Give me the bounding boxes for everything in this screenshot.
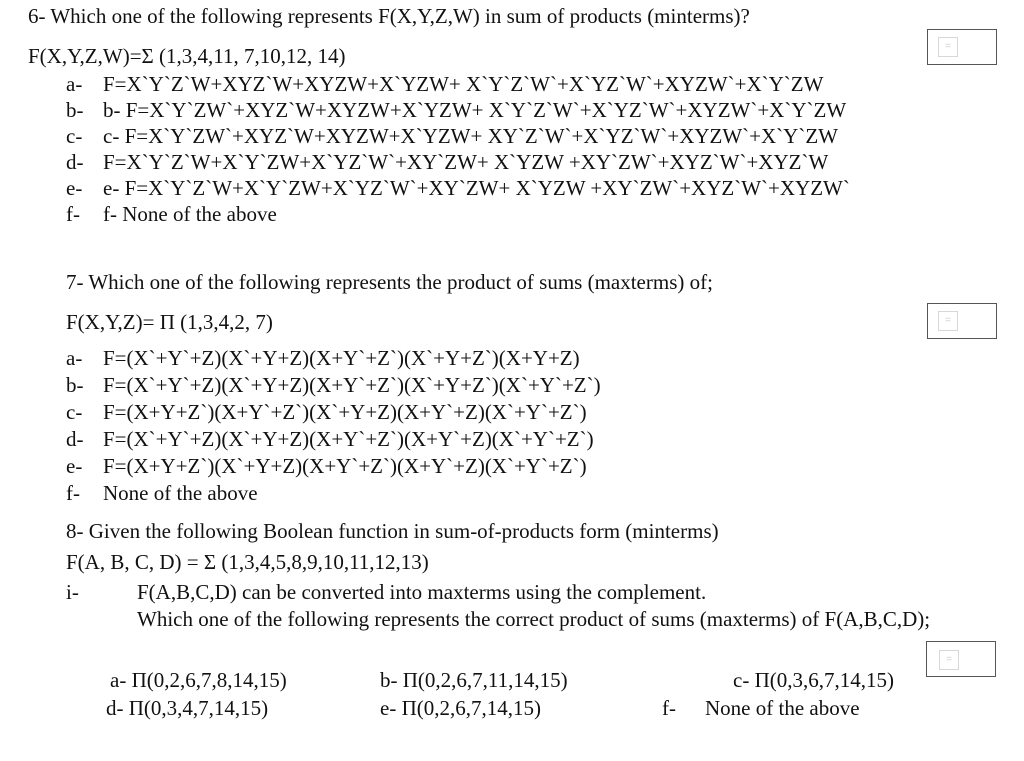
option-text: None of the above	[103, 481, 258, 505]
option-text: F=(X+Y+Z`)(X+Y`+Z`)(X`+Y+Z)(X+Y`+Z)(X`+Y`+Z`)	[103, 400, 587, 424]
answer-field-icon: =	[938, 37, 958, 57]
option-marker: e-	[66, 176, 83, 200]
q8-option-d[interactable]: d- Π(0,3,4,7,14,15)	[106, 696, 269, 720]
option-text: F=X`Y`Z`W+X`Y`ZW+X`YZ`W`+XY`ZW+ X`YZW +XY`ZW`+XYZ`W`+XYZ`W	[103, 150, 829, 174]
option-text: b- F=X`Y`ZW`+XYZ`W+XYZW+X`YZW+ X`Y`Z`W`+X`YZ`W`+XYZW`+X`Y`ZW	[103, 98, 847, 122]
q6-answer-box[interactable]	[927, 29, 997, 65]
option-text: F=(X`+Y`+Z)(X`+Y+Z)(X+Y`+Z`)(X`+Y+Z`)(X+Y+Z)	[103, 346, 580, 370]
q7-function: F(X,Y,Z)= Π (1,3,4,2, 7)	[66, 310, 273, 334]
answer-field-icon: =	[938, 311, 958, 331]
q8-option-f[interactable]: None of the above	[705, 696, 860, 720]
option-text: e- F=X`Y`Z`W+X`Y`ZW+X`YZ`W`+XY`ZW+ X`YZW +XY`ZW`+XYZ`W`+XYZW`	[103, 176, 850, 200]
option-text: F=(X+Y+Z`)(X`+Y+Z)(X+Y`+Z`)(X+Y`+Z)(X`+Y`+Z`)	[103, 454, 587, 478]
q7-title: 7- Which one of the following represents the product of sums (maxterms) of;	[66, 270, 713, 294]
option-marker: c-	[66, 124, 83, 148]
q8-sub-marker: i-	[66, 580, 79, 604]
q6-function: F(X,Y,Z,W)=Σ (1,3,4,11, 7,10,12, 14)	[28, 44, 346, 68]
option-marker: a-	[66, 346, 83, 370]
option-marker: f-	[66, 481, 80, 505]
option-marker: e-	[66, 454, 83, 478]
q8-sub-line1: F(A,B,C,D) can be converted into maxterms using the complement.	[137, 580, 707, 604]
option-text: c- F=X`Y`ZW`+XYZ`W+XYZW+X`YZW+ XY`Z`W`+X`YZ`W`+XYZW`+X`Y`ZW	[103, 124, 838, 148]
q7-answer-box[interactable]	[927, 303, 997, 339]
option-marker: b-	[66, 373, 84, 397]
option-text: F=X`Y`Z`W+XYZ`W+XYZW+X`YZW+ X`Y`Z`W`+X`YZ`W`+XYZW`+X`Y`ZW	[103, 72, 824, 96]
option-text: F=(X`+Y`+Z)(X`+Y+Z)(X+Y`+Z`)(X+Y`+Z)(X`+Y`+Z`)	[103, 427, 594, 451]
q8-option-e[interactable]: e- Π(0,2,6,7,14,15)	[380, 696, 541, 720]
q8-option-a[interactable]: a- Π(0,2,6,7,8,14,15)	[110, 668, 287, 692]
option-marker: d-	[66, 427, 84, 451]
option-marker: c-	[66, 400, 83, 424]
q8-answer-box[interactable]	[926, 641, 996, 677]
q8-sub-line2: Which one of the following represents the correct product of sums (maxterms) of F(A,B,C,D);	[137, 607, 931, 631]
option-text: F=(X`+Y`+Z)(X`+Y+Z)(X+Y`+Z`)(X`+Y+Z`)(X`+Y`+Z`)	[103, 373, 601, 397]
q8-option-b[interactable]: b- Π(0,2,6,7,11,14,15)	[380, 668, 568, 692]
option-marker: b-	[66, 98, 84, 122]
q6-title: 6- Which one of the following represents F(X,Y,Z,W) in sum of products (minterms)?	[28, 4, 750, 28]
option-marker: f-	[66, 202, 80, 226]
q8-option-f-marker: f-	[662, 696, 676, 720]
q8-title: 8- Given the following Boolean function in sum-of-products form (minterms)	[66, 519, 719, 543]
option-marker: d-	[66, 150, 84, 174]
answer-field-icon: =	[939, 650, 959, 670]
option-marker: a-	[66, 72, 83, 96]
option-text: f- None of the above	[103, 202, 277, 226]
q8-function: F(A, B, C, D) = Σ (1,3,4,5,8,9,10,11,12,13)	[66, 550, 429, 574]
q8-option-c[interactable]: c- Π(0,3,6,7,14,15)	[733, 668, 894, 692]
